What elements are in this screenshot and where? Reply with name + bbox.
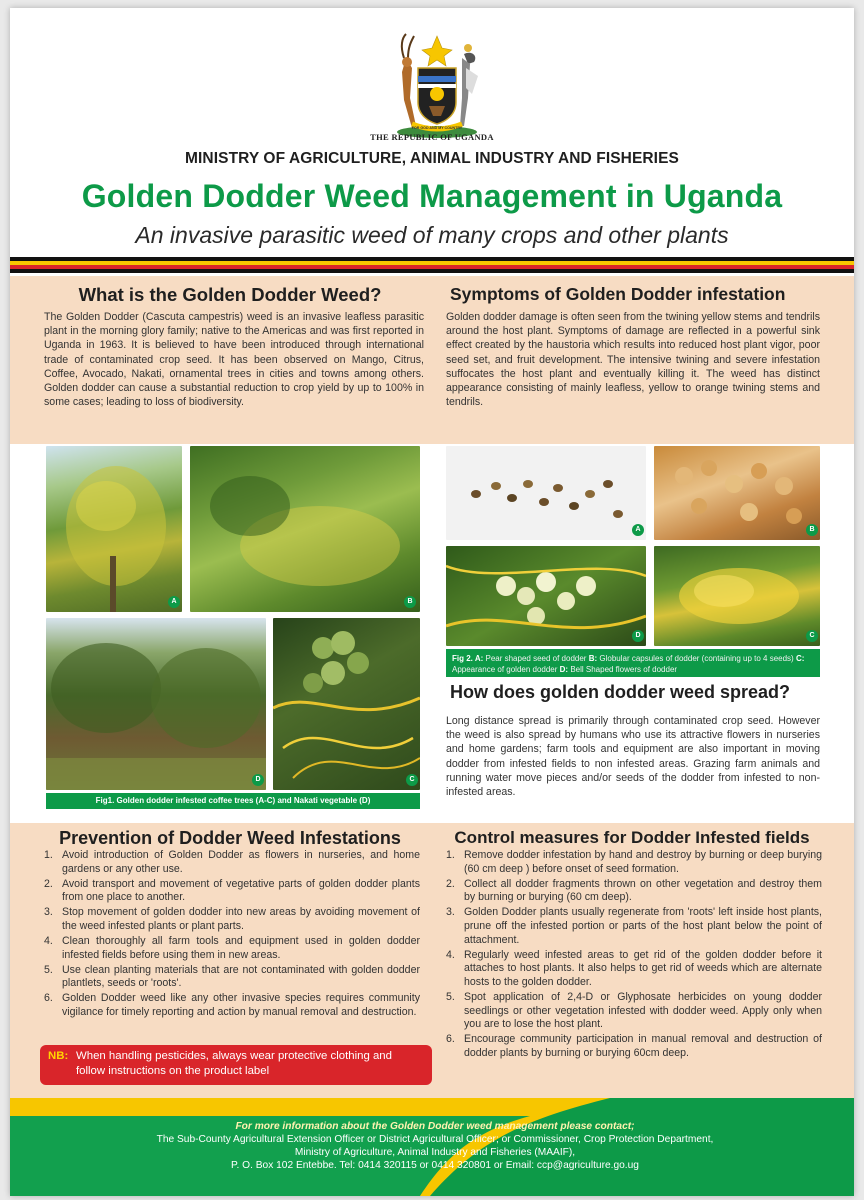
fig1-badge-b: B [404, 596, 416, 608]
photo-coffee-tree-d-art [46, 618, 266, 790]
control-item-number: 2. [446, 877, 455, 890]
spread-text: Long distance spread is primarily through contaminated crop seed. However the weed is also spread by humans who use its attractive flowers in nurseries and home gardens; farm tools and equipment are also important in moving dodder from infested fields to non infested areas. Grazing farm animals and running water move pieces and/or seeds of the dodder from infested to non-infested areas. [446, 715, 820, 799]
crest-motto: FOR GOD AND MY COUNTRY [411, 126, 463, 130]
photo-dodder-appearance-c [654, 546, 820, 646]
footer-line-2: Ministry of Agriculture, Animal Industry and Fisheries (MAAIF), [294, 1147, 576, 1158]
nb-label: NB: [48, 1050, 69, 1062]
prevention-item-text: Avoid transport and movement of vegetative parts of golden dodder plants from one place to another. [62, 877, 420, 904]
prevention-item [44, 935, 420, 962]
fig2-badge-b: B [806, 524, 818, 536]
photo-coffee-tree-b-art [190, 446, 420, 612]
what-is-text: The Golden Dodder (Cascuta campestris) weed is an invasive leafless parasitic plant in the morning glory family; native to the Americas and was first reported in Uganda in 1963. It is believed to have been introduced through international trade of contaminated crop seed. It has been observed on Mango, Citrus, Coffee, Avocado, Nakati, ornamental trees in cities and towns among others. Golden dodder can cause a substantial reduction to crop yield by up to 100% in some cases; leading to loss of biodiversity. [44, 311, 424, 409]
flag-stripes [10, 257, 854, 273]
control-heading: Control measures for Dodder Infested fields [454, 828, 810, 847]
uganda-coat-of-arms-logo [382, 28, 492, 140]
photo-coffee-berries-c-art [273, 618, 420, 790]
fig2-caption-d-label: D: [559, 665, 569, 674]
fig2-caption-a: Pear shaped seed of dodder [483, 654, 589, 663]
prevention-heading: Prevention of Dodder Weed Infestations [59, 828, 401, 848]
prevention-item-number: 6. [44, 992, 53, 1005]
fig2-caption-b-label: B: [588, 654, 598, 663]
footer-line-3: P. O. Box 102 Entebbe. Tel: 0414 320115 or 0414 320801 or Email: ccp@agriculture.go.ug [231, 1160, 639, 1171]
fig2-caption [446, 649, 820, 677]
photo-coffee-tree-a [46, 446, 182, 612]
prevention-item-text: Use clean planting materials that are not contaminated with golden dodder plantlets, seeds or 'roots'. [62, 963, 420, 990]
prevention-item-number: 2. [44, 877, 53, 890]
symptoms-text: Golden dodder damage is often seen from the twining yellow stems and tendrils around the host plant. Symptoms of damage are reflected in a powerful sink effect created by the haustoria which results into reduced host plant vigor, poor seed set, and fruit development. The intensive twining and severe infestation suffocates the host plant and eventually killing it. The weed has distinct appearance consisting of mainly leafless, yellow to orange twining stems and tendrils. [446, 311, 820, 409]
republic-label: THE REPUBLIC OF UGANDA [370, 132, 494, 142]
prevention-list [44, 849, 420, 1021]
page-title: Golden Dodder Weed Management in Uganda [81, 178, 783, 214]
photo-dodder-seeds-a [446, 446, 646, 540]
page-subtitle: An invasive parasitic weed of many crops and other plants [135, 222, 729, 248]
what-is-heading: What is the Golden Dodder Weed? [78, 284, 382, 305]
prevention-item-number: 3. [44, 906, 53, 919]
fig2-badge-d: D [632, 630, 644, 642]
photo-coffee-tree-d [46, 618, 266, 790]
photo-dodder-appearance-c-art [654, 546, 820, 646]
control-item [446, 991, 822, 1032]
fig2-caption-a-label: Fig 2. A: [452, 654, 484, 663]
footer-contact [90, 1120, 780, 1172]
nb-warning-box [40, 1045, 432, 1085]
photo-dodder-capsules-b [654, 446, 820, 540]
prevention-item [44, 878, 420, 905]
control-item-number: 6. [446, 1033, 455, 1046]
prevention-item [44, 849, 420, 876]
fig2-caption-c: Appearance of golden dodder [452, 665, 560, 674]
control-item [446, 878, 822, 905]
fig2-caption-d: Bell Shaped flowers of dodder [568, 665, 678, 674]
prevention-item [44, 992, 420, 1019]
control-item-text: Remove dodder infestation by hand and destroy by burning or deep burying (60 cm deep ) before onset of seed formation. [464, 849, 822, 875]
control-item [446, 949, 822, 990]
prevention-item [44, 964, 420, 991]
control-item-text: Spot application of 2,4-D or Glyphosate herbicides on young dodder seedlings or other vegetation infested with dodder weed. Apply only when you are to lose the host plant. [464, 990, 822, 1031]
prevention-item-number: 1. [44, 849, 53, 861]
control-item [446, 849, 822, 876]
fig1-caption: Fig1. Golden dodder infested coffee trees (A-C) and Nakati vegetable (D) [46, 793, 420, 809]
control-item-number: 1. [446, 849, 455, 861]
control-item-number: 4. [446, 948, 455, 961]
control-item-text: Collect all dodder fragments thrown on other vegetation and destroy them by burning or burying (60 cm deep). [464, 877, 822, 904]
photo-dodder-flowers-d [446, 546, 646, 646]
control-item-number: 3. [446, 906, 455, 919]
symptoms-heading: Symptoms of Golden Dodder infestation [450, 284, 786, 304]
control-item-number: 5. [446, 990, 455, 1003]
fig1-badge-c: C [406, 774, 418, 786]
footer-line-1: The Sub-County Agricultural Extension Officer or District Agricultural Officer; or Commissioner, Crop Protection Department, [156, 1134, 714, 1145]
fig2-badge-c: C [806, 630, 818, 642]
photo-coffee-tree-a-art [46, 446, 182, 612]
prevention-item-text: Stop movement of golden dodder into new areas by avoiding movement of the weed infested plants or plant parts. [62, 906, 420, 932]
spread-heading: How does golden dodder weed spread? [450, 682, 791, 702]
nb-text: When handling pesticides, always wear protective clothing and follow instructions on the product label [76, 1050, 392, 1077]
photo-dodder-capsules-b-art [654, 446, 820, 540]
photo-dodder-flowers-d-art [446, 546, 646, 646]
ministry-name: MINISTRY OF AGRICULTURE, ANIMAL INDUSTRY AND FISHERIES [185, 150, 679, 167]
control-item-text: Golden Dodder plants usually regenerate from 'roots' left inside host plants, prune off the infested portion or parts of the host plant below the point of attachment. [464, 906, 822, 946]
footer-lead: For more information about the Golden Dodder weed management please contact; [235, 1121, 635, 1132]
photo-coffee-berries-c [273, 618, 420, 790]
prevention-item-text: Clean thoroughly all farm tools and equipment used in golden dodder infested fields before using them in new areas. [62, 935, 420, 961]
prevention-item-number: 5. [44, 963, 53, 976]
fig1-badge-a: A [168, 596, 180, 608]
control-list [446, 849, 822, 1062]
fig2-badge-a: A [632, 524, 644, 536]
stripe-black-2 [10, 269, 854, 273]
poster [10, 8, 854, 1196]
fig2-caption-c-label: C: [795, 654, 805, 663]
control-item-text: Encourage community participation in manual removal and destruction of dodder plants by burning or burying 60cm deep. [464, 1033, 822, 1059]
control-item-text: Regularly weed infested areas to get rid of the golden dodder before it attaches to host plants. It also helps to get rid of weeds which are alternate hosts to the golden dodder. [464, 948, 822, 988]
prevention-item-number: 4. [44, 935, 53, 948]
control-item [446, 906, 822, 947]
control-item [446, 1033, 822, 1060]
prevention-item-text: Avoid introduction of Golden Dodder as flowers in nurseries, and home gardens or any other use. [62, 849, 420, 875]
fig2-caption-b: Globular capsules of dodder (containing up to 4 seeds) [597, 654, 796, 663]
photo-dodder-seeds-a-art [446, 446, 646, 540]
photo-coffee-tree-b [190, 446, 420, 612]
fig1-badge-d: D [252, 774, 264, 786]
prevention-item-text: Golden Dodder weed like any other invasive species requires community vigilance for timely reporting and action by manual removal and destruction. [62, 992, 420, 1019]
prevention-item [44, 906, 420, 933]
